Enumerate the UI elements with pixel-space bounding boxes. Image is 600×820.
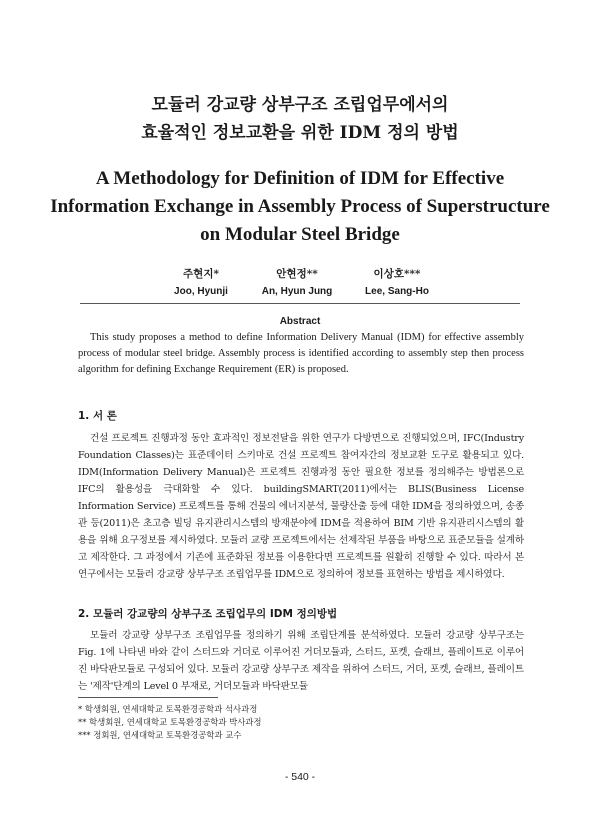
author-2-korean-name: 안현정** xyxy=(276,268,318,280)
page-number: - 540 - xyxy=(284,771,316,783)
author-1-english-name: Joo, Hyunji xyxy=(174,286,228,297)
english-title-line-1: A Methodology for Definition of IDM for Effective xyxy=(95,168,505,189)
footnote-1: * 학생회원, 연세대학교 토목환경공학과 석사과정 xyxy=(78,704,258,714)
korean-title-line-2: 효율적인 정보교환을 위한 IDM 정의 방법 xyxy=(141,123,459,143)
author-1 xyxy=(146,266,256,300)
section-1-heading: 1. 서 론 xyxy=(78,410,117,422)
author-1-korean-name: 주현지* xyxy=(183,268,219,280)
section-1-text: 건설 프로젝트 진행과정 동안 효과적인 정보전달을 위한 연구가 다방면으로 진행되었으며, IFC(Industry Foundation Classes)는 표준데이터 스키마로 건설 프로젝트 참여자간의 정보교환 도구로 활용되고 있다. IDM(Information Delivery Manual)은 프로젝트 진행과정 동안 필요한 정보를 정의해주는 방법론으로 IFC의 활용성을 극대화할 수 있다. buildingSMART(2011)에서는 BLIS(Business License Information Service) 프로젝트를 통해 건물의 에너지분석, 물량산출 등에 대한 IDM을 정의하였으며, 송종관 등(2011)은 초고층 빌딩 유지관리시스템의 방재분야에 IDM을 적용하여 BIM 기반 유지관리시스템의 활용을 위해 요구정보를 제시하였다. 모듈러 교량 프로젝트에서는 선제작된 부품을 바탕으로 표준모듈을 설계하고 제작한다. 그 과정에서 기존에 표준화된 정보를 이용한다면 프로젝트를 원활히 진행할 수 있다. 따라서 본 연구에서는 모듈러 강교량 상부구조 조립업무를 IDM으로 정의하여 정보를 표현하는 방법을 제시하였다. xyxy=(78,433,524,580)
section-2-text: 모듈러 강교량 상부구조 조립업무를 정의하기 위해 조립단계를 분석하였다. 모듈러 강교량 상부구조는 Fig. 1에 나타낸 바와 같이 스터드와 거더로 이루어진 거더모듈과, 스터드, 포켓, 슬래브, 플레이트로 이루어진 바닥판모듈로 구성되어 있다. 모듈러 강교량 상부구조 제작을 위하여 스터드, 거더, 포켓, 슬래브, 플레이트는 '제작'단계의 Level 0 부재로, 거더모듈과 바닥판모듈 xyxy=(78,630,524,692)
author-2 xyxy=(242,266,352,300)
english-title-line-3: on Modular Steel Bridge xyxy=(200,224,400,245)
footnote-2: ** 학생회원, 연세대학교 토목환경공학과 박사과정 xyxy=(78,717,262,727)
author-3-english-name: Lee, Sang-Ho xyxy=(365,286,429,297)
author-3-korean-name: 이상호*** xyxy=(373,268,421,280)
footnote-3: *** 정회원, 연세대학교 토목환경공학과 교수 xyxy=(78,730,242,740)
author-3 xyxy=(342,266,452,300)
author-2-english-name: An, Hyun Jung xyxy=(261,286,333,297)
section-2-heading: 2. 모듈러 강교량의 상부구조 조립업무의 IDM 정의방법 xyxy=(78,608,338,620)
abstract-heading: Abstract xyxy=(279,316,321,327)
abstract-text: This study proposes a method to define Information Delivery Manual (IDM) for effective assembly process of modular steel bridge. Assembly process is identified according to assembly step then process algorithm for defining Exchange Requirement (ER) is proposed. xyxy=(78,332,524,375)
author-divider xyxy=(80,303,520,304)
footnote-divider xyxy=(78,697,218,698)
korean-title-line-1: 모듈러 강교량 상부구조 조립업무에서의 xyxy=(151,95,449,115)
english-title-line-2: Information Exchange in Assembly Process of Superstructure xyxy=(50,196,550,217)
